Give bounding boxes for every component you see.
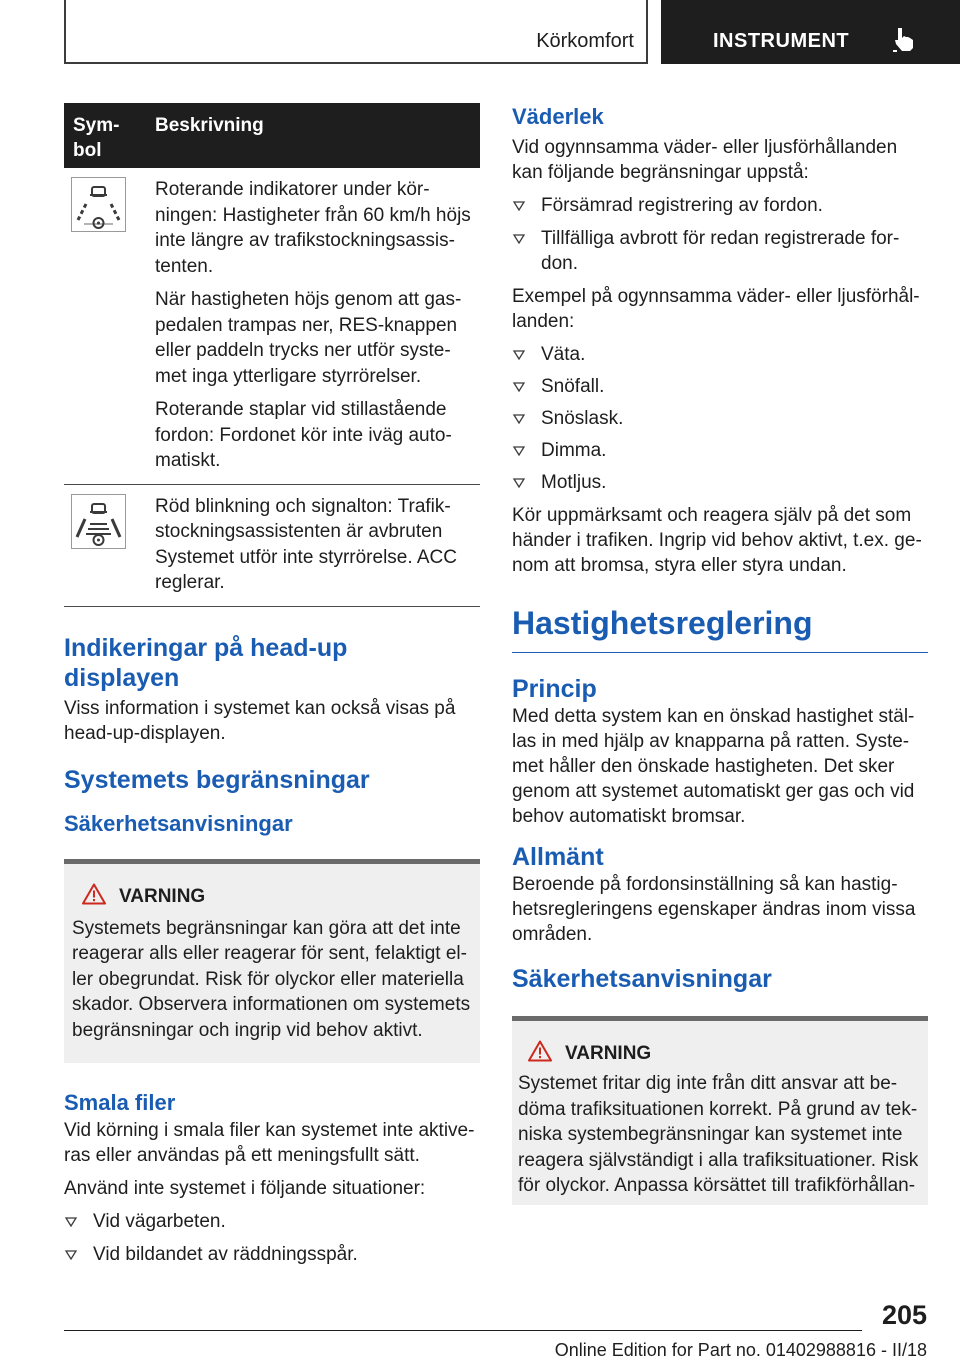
list-item-text: Motljus.	[541, 472, 607, 493]
warning-text: Systemet fritar dig inte från ditt ansvar att be- döma trafiksituationen korrekt. På grund av tek- niska systembegränsningar kan systemet inte reagera självständigt i alla trafiksituationer. Risk för olyckor. Anpassa körsättet till trafikförhållan-	[518, 1073, 919, 1196]
warning-title	[72, 884, 472, 910]
list-item	[512, 342, 928, 367]
row1-paragraph-3: Roterande staplar vid stillastående fordon: Fordonet kör inte iväg auto- matiskt.	[155, 399, 452, 471]
warning-label: VARNING	[565, 1043, 652, 1064]
warning-triangle-icon	[82, 883, 106, 905]
list-item-text: Väta.	[541, 344, 586, 365]
list-item	[512, 406, 928, 431]
triangle-bullet-icon	[513, 201, 525, 211]
list-item	[512, 193, 928, 218]
weather-advice: Kör uppmärksamt och reagera själv på det som händer i trafiken. Ingrip vid behov aktivt, t.ex. ge- nom att bromsa, styra eller styra undan.	[512, 505, 922, 576]
warning-title	[518, 1041, 920, 1067]
weather-examples-list	[512, 342, 928, 495]
weather-intro: Vid ogynnsamma väder- eller ljusförhållanden kan följande begränsningar uppstå:	[512, 137, 898, 183]
list-item-text: Vid bildandet av räddningsspår.	[93, 1244, 358, 1265]
table-header-description: Beskrivning	[155, 115, 264, 136]
left-column	[64, 103, 480, 1267]
table-header	[64, 103, 480, 168]
list-item	[64, 1242, 480, 1267]
general-text: Beroende på fordonsinställning så kan hastig- hetsregleringens egenskaper ändras inom vissa områden.	[512, 874, 916, 945]
warning-box	[64, 859, 480, 1064]
cruise-control-heading: Hastighetsreglering	[512, 605, 813, 641]
list-item	[512, 374, 928, 399]
section-title: Körkomfort	[536, 30, 634, 52]
symbol-table	[64, 103, 480, 607]
right-column	[512, 103, 928, 1205]
narrow-lanes-heading: Smala filer	[64, 1090, 176, 1115]
row-description	[155, 485, 480, 606]
limits-safety-heading: Säkerhetsanvisningar	[64, 810, 293, 836]
list-item	[512, 470, 928, 495]
header-section-tab	[64, 0, 648, 64]
warning-label: VARNING	[119, 885, 206, 907]
principle-heading: Princip	[512, 675, 597, 703]
list-item-text: Försämrad registrering av fordon.	[541, 195, 823, 216]
weather-heading: Väderlek	[512, 104, 604, 129]
warning-text: Systemets begränsningar kan göra att det inte reagerar alls eller reagerar för sent, felaktigt el- ler obegrundat. Risk för olyckor eller materiella skador. Observera informationen om systemets begränsningar och ingrip vid behov aktivt.	[72, 917, 471, 1041]
table-row	[64, 485, 480, 607]
row2-paragraph-1: Röd blinkning och signalton: Trafik- stockningsassistenten är avbruten Systemet utför inte styrrörelse. ACC reglerar.	[155, 495, 457, 593]
warning-triangle-icon	[528, 1040, 552, 1062]
warning-box	[512, 1016, 928, 1205]
lane-assist-rotating-indicator-icon	[71, 177, 126, 232]
triangle-bullet-icon	[513, 446, 525, 456]
general-heading: Allmänt	[512, 843, 604, 871]
hud-text: Viss information i systemet kan också visas på head-up-displayen.	[64, 697, 456, 744]
triangle-bullet-icon	[513, 234, 525, 244]
triangle-bullet-icon	[65, 1217, 77, 1227]
narrow-lanes-intro: Använd inte systemet i följande situationer:	[64, 1178, 426, 1199]
header-symbol-line1: Sym-	[73, 115, 120, 136]
triangle-bullet-icon	[513, 350, 525, 360]
row-description	[155, 168, 480, 484]
hud-heading: Indikeringar på head-up displayen	[64, 633, 348, 692]
header-symbol-line2: bol	[73, 140, 102, 161]
list-item-text: Snöfall.	[541, 376, 605, 397]
hand-pointer-icon	[893, 26, 915, 52]
list-item	[64, 1209, 480, 1234]
edition-note: Online Edition for Part no. 01402988816 - II/18	[554, 1340, 927, 1360]
chapter-title: INSTRUMENT	[713, 30, 850, 52]
triangle-bullet-icon	[513, 478, 525, 488]
principle-text: Med detta system kan en önskad hastighet stäl- las in med hjälp av knapparna på ratten. Syste- met håller den önskade hastigheten. Det sker genom att systemet automatiskt ger gas och vid behov automatiskt bromsar.	[512, 706, 915, 827]
limits-heading: Systemets begränsningar	[64, 765, 370, 794]
weather-examples-intro: Exempel på ogynnsamma väder- eller ljusförhål- landen:	[512, 286, 920, 332]
narrow-lanes-list	[64, 1209, 480, 1267]
triangle-bullet-icon	[513, 414, 525, 424]
triangle-bullet-icon	[65, 1250, 77, 1260]
row1-paragraph-2: När hastigheten höjs genom att gas- pedalen trampas ner, RES-knappen eller paddeln trycks ner utför syste- met inga ytterligare styrrörelser.	[155, 289, 462, 387]
footer-rule	[64, 1330, 862, 1331]
list-item	[512, 438, 928, 463]
lane-assist-red-blinking-icon	[71, 494, 126, 549]
table-row	[64, 168, 480, 485]
table-header-symbol	[73, 113, 133, 163]
cruise-safety-heading: Säkerhetsanvisningar	[512, 965, 772, 993]
header-chapter-tab	[661, 0, 960, 64]
row1-paragraph-1: Roterande indikatorer under kör- ningen: Hastigheter från 60 km/h höjs inte längre av trafikstockningsassis- tenten.	[155, 179, 471, 277]
list-item	[512, 226, 928, 276]
page-number: 205	[881, 1300, 927, 1330]
list-item-text: Dimma.	[541, 440, 607, 461]
triangle-bullet-icon	[513, 382, 525, 392]
list-item-text: Snöslask.	[541, 408, 624, 429]
list-item-text: Vid vägarbeten.	[93, 1211, 226, 1232]
narrow-lanes-text: Vid körning i smala filer kan systemet inte aktive- ras eller användas på ett meningsfullt sätt.	[64, 1120, 475, 1166]
list-item-text: Tillfälliga avbrott för redan registrerade for- don.	[541, 228, 900, 274]
weather-limits-list	[512, 193, 928, 276]
